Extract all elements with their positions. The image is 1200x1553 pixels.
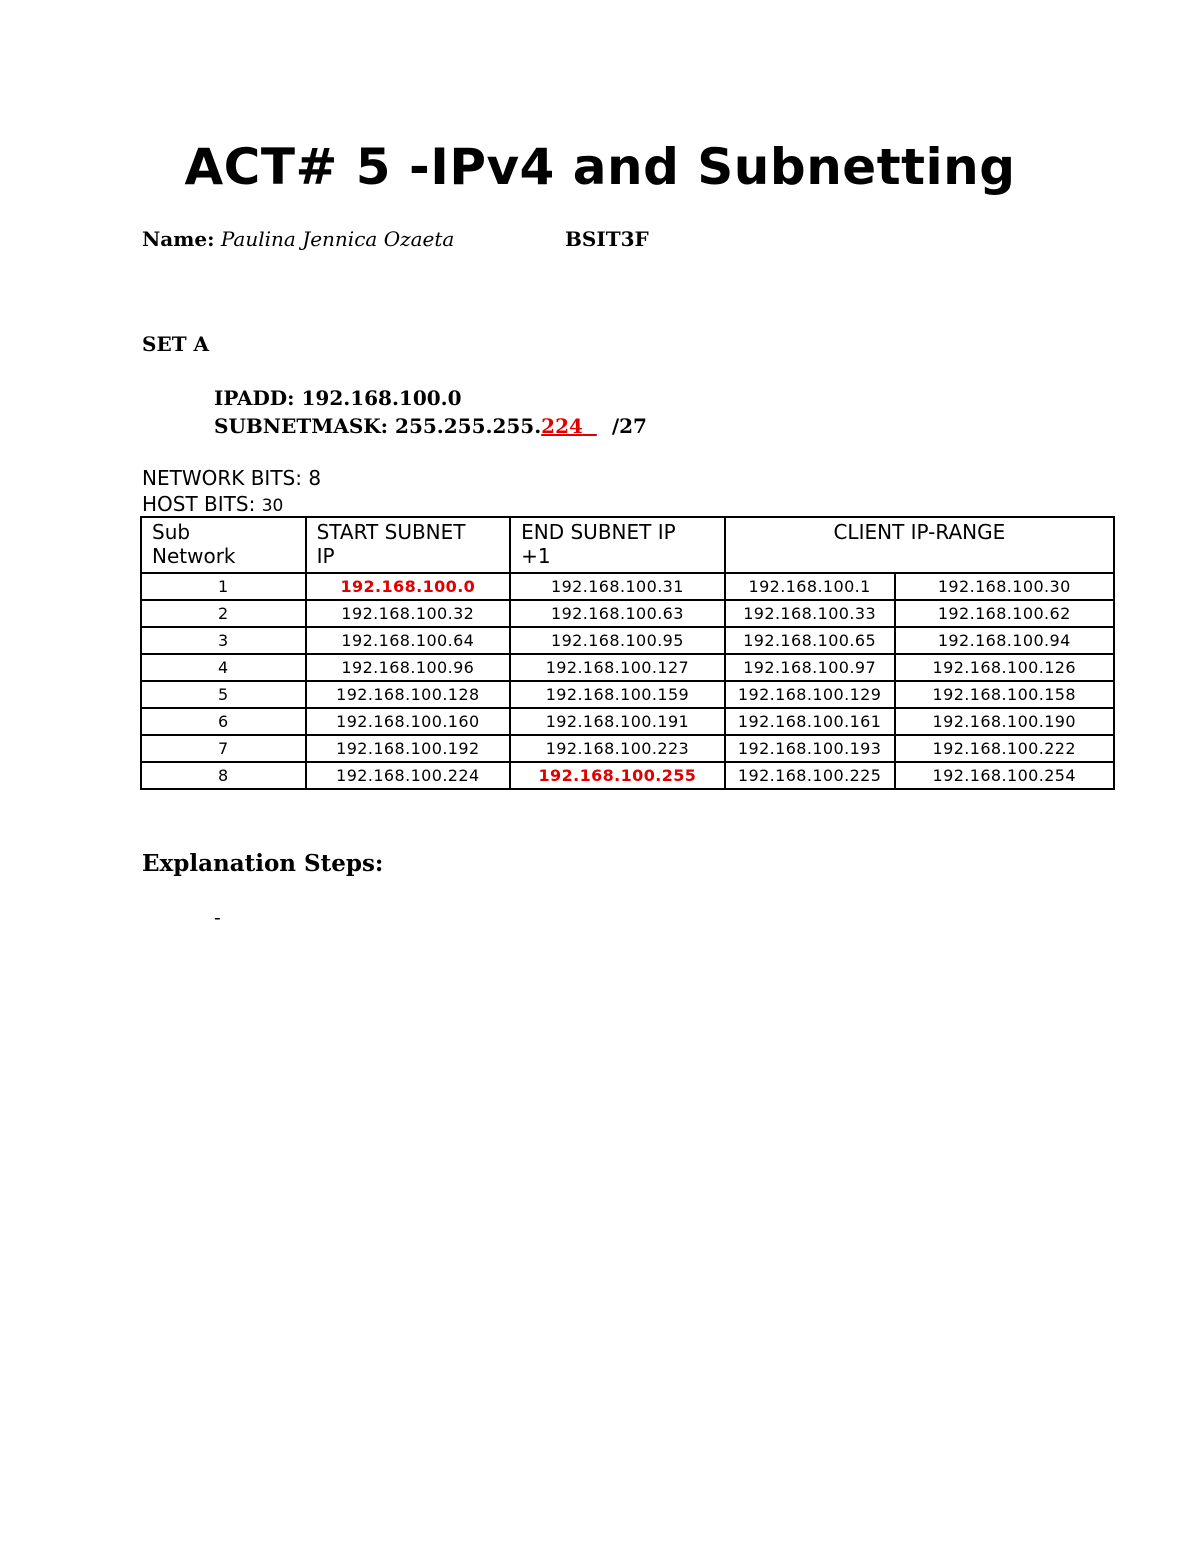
table-row xyxy=(141,654,1114,681)
cell-client-first: 192.168.100.33 xyxy=(725,600,895,627)
cell-end-ip: 192.168.100.255 xyxy=(510,762,725,789)
page-title: ACT# 5 -IPv4 and Subnetting xyxy=(184,138,1016,196)
network-bits-line xyxy=(142,466,321,490)
network-bits-value: 8 xyxy=(308,466,322,490)
cell-subnet-number: 3 xyxy=(141,627,306,654)
cell-subnet-number: 4 xyxy=(141,654,306,681)
cell-client-last: 192.168.100.190 xyxy=(895,708,1114,735)
header-start-subnet: START SUBNET IP xyxy=(306,517,511,573)
cell-client-first: 192.168.100.65 xyxy=(725,627,895,654)
cell-client-first: 192.168.100.225 xyxy=(725,762,895,789)
cell-client-first: 192.168.100.129 xyxy=(725,681,895,708)
subnetmask-line xyxy=(214,414,647,438)
cell-start-ip: 192.168.100.192 xyxy=(306,735,511,762)
network-bits-label: NETWORK BITS: xyxy=(142,466,302,490)
host-bits-label: HOST BITS: xyxy=(142,492,256,516)
cell-end-ip: 192.168.100.159 xyxy=(510,681,725,708)
table-row xyxy=(141,573,1114,600)
ipadd-label: IPADD: xyxy=(214,386,295,410)
section-code: BSIT3F xyxy=(565,227,649,251)
cell-client-last: 192.168.100.126 xyxy=(895,654,1114,681)
cell-start-ip: 192.168.100.224 xyxy=(306,762,511,789)
cell-end-ip: 192.168.100.31 xyxy=(510,573,725,600)
explanation-bullet: - xyxy=(214,905,221,929)
cell-client-first: 192.168.100.97 xyxy=(725,654,895,681)
cell-client-last: 192.168.100.222 xyxy=(895,735,1114,762)
host-bits-line xyxy=(142,492,283,516)
header-end-subnet: END SUBNET IP +1 xyxy=(510,517,725,573)
cell-client-last: 192.168.100.30 xyxy=(895,573,1114,600)
explanation-heading: Explanation Steps: xyxy=(142,850,384,877)
name-line xyxy=(142,227,454,251)
subnetmask-highlight: 224 xyxy=(541,414,583,438)
ipadd-line xyxy=(214,386,462,410)
table-row xyxy=(141,681,1114,708)
cell-start-ip: 192.168.100.32 xyxy=(306,600,511,627)
cell-subnet-number: 6 xyxy=(141,708,306,735)
header-client-ip-range: CLIENT IP-RANGE xyxy=(725,517,1114,573)
cell-client-last: 192.168.100.94 xyxy=(895,627,1114,654)
header-sub-network: Sub Network xyxy=(141,517,306,573)
cell-subnet-number: 2 xyxy=(141,600,306,627)
cell-start-ip: 192.168.100.64 xyxy=(306,627,511,654)
cell-start-ip: 192.168.100.0 xyxy=(306,573,511,600)
cell-start-ip: 192.168.100.96 xyxy=(306,654,511,681)
ipadd-value: 192.168.100.0 xyxy=(301,386,462,410)
cell-client-last: 192.168.100.158 xyxy=(895,681,1114,708)
cell-start-ip: 192.168.100.128 xyxy=(306,681,511,708)
set-label: SET A xyxy=(142,332,210,356)
cell-end-ip: 192.168.100.127 xyxy=(510,654,725,681)
student-name: Paulina Jennica Ozaeta xyxy=(220,227,455,251)
cell-end-ip: 192.168.100.63 xyxy=(510,600,725,627)
cell-end-ip: 192.168.100.95 xyxy=(510,627,725,654)
table-row xyxy=(141,762,1114,789)
host-bits-value: 30 xyxy=(261,496,284,516)
table-row xyxy=(141,627,1114,654)
cell-subnet-number: 7 xyxy=(141,735,306,762)
cell-subnet-number: 1 xyxy=(141,573,306,600)
table-row xyxy=(141,600,1114,627)
cell-subnet-number: 5 xyxy=(141,681,306,708)
cell-client-first: 192.168.100.1 xyxy=(725,573,895,600)
subnetmask-label: SUBNETMASK: xyxy=(214,414,389,438)
table-row xyxy=(141,708,1114,735)
cell-end-ip: 192.168.100.223 xyxy=(510,735,725,762)
table-row xyxy=(141,735,1114,762)
cell-client-first: 192.168.100.161 xyxy=(725,708,895,735)
cell-client-first: 192.168.100.193 xyxy=(725,735,895,762)
subnetmask-prefix: 255.255.255. xyxy=(395,414,542,438)
cidr-value: /27 xyxy=(611,414,647,438)
cell-client-last: 192.168.100.62 xyxy=(895,600,1114,627)
cell-subnet-number: 8 xyxy=(141,762,306,789)
cell-start-ip: 192.168.100.160 xyxy=(306,708,511,735)
subnet-table xyxy=(140,516,1115,790)
name-label: Name: xyxy=(142,227,215,251)
cell-end-ip: 192.168.100.191 xyxy=(510,708,725,735)
cell-client-last: 192.168.100.254 xyxy=(895,762,1114,789)
table-header-row xyxy=(141,517,1114,573)
